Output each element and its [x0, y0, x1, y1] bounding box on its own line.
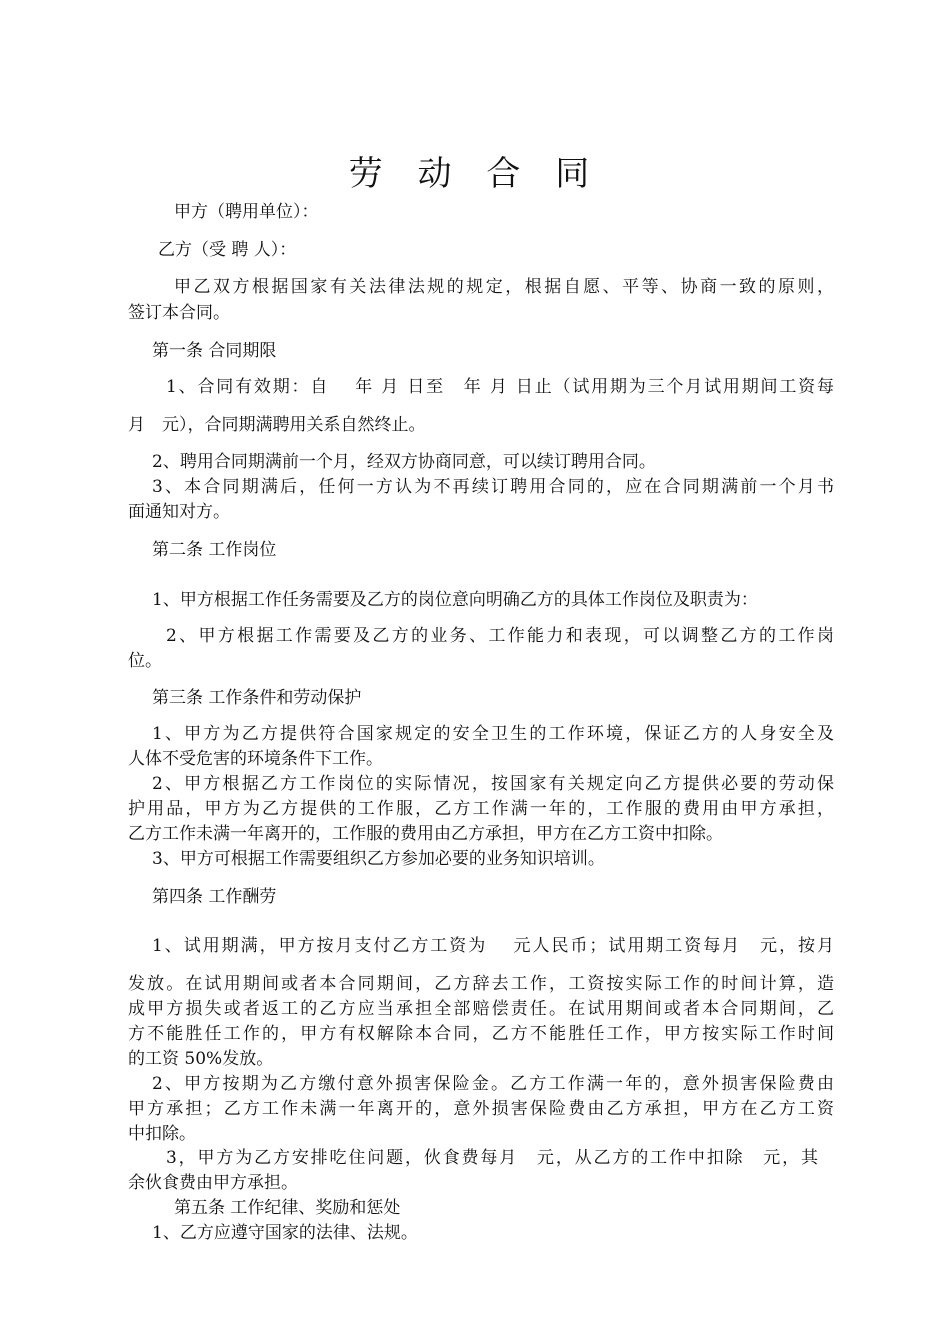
article-4-line-4: 方不能胜任工作的，甲方有权解除本合同，乙方不能胜任工作，甲方按实际工作时间	[128, 1024, 834, 1044]
intro-line-2: 签订本合同。	[128, 303, 230, 323]
party-a-line: 甲方（聘用单位）：	[174, 202, 319, 222]
article-4-line-7: 甲方承担；乙方工作未满一年离开的，意外损害保险费由乙方承担，甲方在乙方工资	[128, 1099, 834, 1119]
article-4-line-10: 余伙食费由甲方承担。	[128, 1173, 298, 1193]
article-1-line-5: 面通知对方。	[128, 502, 230, 522]
article-2-line-2: 2、甲方根据工作需要及乙方的业务、工作能力和表现，可以调整乙方的工作岗	[166, 626, 834, 646]
article-4-line-5: 的工资 50%发放。	[128, 1049, 274, 1069]
article-3-heading: 第三条 工作条件和劳动保护	[152, 688, 362, 708]
article-1-line-4: 3、本合同期满后，任何一方认为不再续订聘用合同的，应在合同期满前一个月书	[152, 477, 834, 497]
article-4-heading: 第四条 工作酬劳	[152, 887, 277, 907]
article-2-heading: 第二条 工作岗位	[152, 540, 277, 560]
article-3-line-4: 护用品，甲方为乙方提供的工作服，乙方工作满一年的，工作服的费用由甲方承担，	[128, 799, 834, 819]
article-1-line-2: 月 元），合同期满聘用关系自然终止。	[128, 415, 426, 435]
article-4-line-1: 1、试用期满，甲方按月支付乙方工资为 元人民币；试用期工资每月 元，按月	[152, 936, 834, 956]
article-3-line-6: 3、甲方可根据工作需要组织乙方参加必要的业务知识培训。	[152, 849, 605, 869]
article-1-line-3: 2、聘用合同期满前一个月，经双方协商同意，可以续订聘用合同。	[152, 452, 656, 472]
article-4-line-6: 2、甲方按期为乙方缴付意外损害保险金。乙方工作满一年的，意外损害保险费由	[152, 1074, 834, 1094]
article-3-line-2: 人体不受危害的环境条件下工作。	[128, 749, 383, 769]
article-3-line-5: 乙方工作未满一年离开的，工作服的费用由乙方承担，甲方在乙方工资中扣除。	[128, 824, 723, 844]
party-b-line: 乙方（受 聘 人）：	[158, 240, 297, 260]
article-4-line-3: 成甲方损失或者返工的乙方应当承担全部赔偿责任。在试用期间或者本合同期间，乙	[128, 999, 834, 1019]
article-2-line-3: 位。	[128, 651, 162, 671]
article-5-heading: 第五条 工作纪律、奖励和惩处	[174, 1198, 401, 1218]
article-5-line-1: 1、乙方应遵守国家的法律、法规。	[152, 1223, 418, 1243]
article-4-line-9: 3，甲方为乙方安排吃住问题，伙食费每月 元，从乙方的工作中扣除 元，其	[166, 1148, 818, 1168]
intro-line-1: 甲乙双方根据国家有关法律法规的规定，根据自愿、平等、协商一致的原则，	[174, 277, 834, 297]
article-4-line-2: 发放。在试用期间或者本合同期间，乙方辞去工作，工资按实际工作的时间计算，造	[128, 974, 834, 994]
article-2-line-1: 1、甲方根据工作任务需要及乙方的岗位意向明确乙方的具体工作岗位及职责为：	[152, 590, 758, 610]
article-1-heading: 第一条 合同期限	[152, 341, 277, 361]
document-title: 劳 动 合 同	[348, 154, 602, 194]
article-3-line-3: 2、甲方根据乙方工作岗位的实际情况，按国家有关规定向乙方提供必要的劳动保	[152, 774, 834, 794]
article-4-line-8: 中扣除。	[128, 1124, 196, 1144]
article-3-line-1: 1、甲方为乙方提供符合国家规定的安全卫生的工作环境，保证乙方的人身安全及	[152, 724, 834, 744]
article-1-line-1: 1、合同有效期：自 年 月 日至 年 月 日止（试用期为三个月试用期间工资每	[166, 377, 834, 397]
